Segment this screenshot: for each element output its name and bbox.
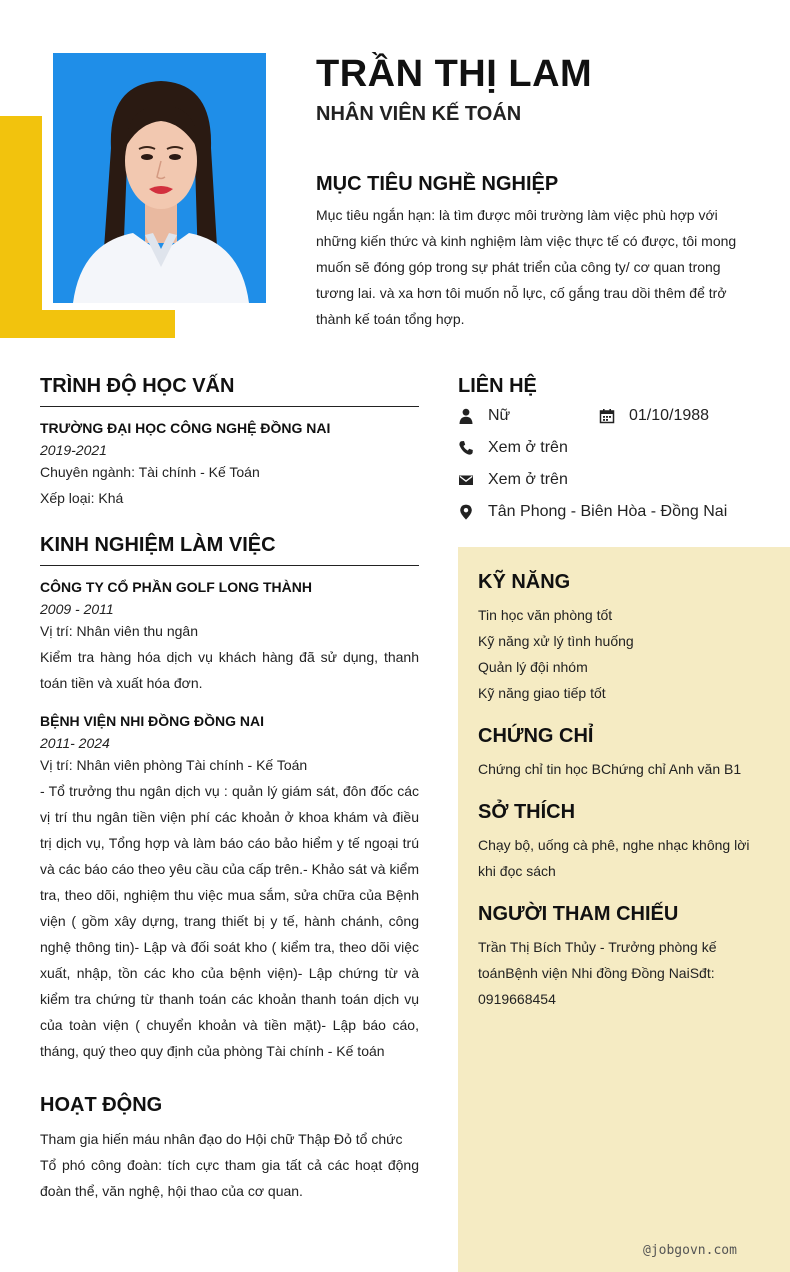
references-text: Trần Thị Bích Thủy - Trưởng phòng kế toánBệnh viện Nhi đồng Đồng NaiSđt: 0919668454 [478,939,717,1007]
phone-icon [458,440,474,456]
activities-heading: HOẠT ĐỘNG [40,1094,163,1116]
education-heading: TRÌNH ĐỘ HỌC VẤN [40,375,419,407]
objective-heading: MỤC TIÊU NGHỀ NGHIỆP [316,173,559,195]
experience-period: 2009 - 2011 [40,601,114,617]
skill-item: Quản lý đội nhóm [478,659,588,675]
education-grade: Xếp loại: Khá [40,490,124,506]
experience-item [40,713,419,1064]
education-section [40,375,419,511]
objective-text: Mục tiêu ngắn hạn: là tìm được môi trường làm việc phù hợp với những kiến thức và kinh nghiệm làm việc thực tế có được, tôi mong muốn sẽ đóng góp trong sự phát triển của công ty/ cơ quan trong tương lai. và xa hơn tôi muốn nỗ lực, cố gắng trau dồi thêm để trở thành kế toán tổng hợp. [316,207,737,327]
experience-position: Vị trí: Nhân viên phòng Tài chính - Kế Toán [40,757,308,773]
candidate-name: TRẦN THỊ LAM [316,53,593,95]
contact-address-value: Tân Phong - Biên Hòa - Đồng Nai [488,503,728,520]
experience-description: - Tổ trưởng thu ngân dịch vụ : quản lý giám sát, đôn đốc các vị trí thu ngân tiền viện phí các khoản ở khoa khám và điều trị dịch vụ, Tổng hợp và làm báo cáo bảo hiểm y tế ngoại trú và các báo cáo theo yêu cầu của cấp trên.- Khảo sát và kiểm tra, theo dõi, nghiệm thu việc mua sắm, sửa chữa của Bệnh viện ( gồm xây dựng, trang thiết bị y tế, hành chánh, công nghệ thông tin)- Lập và đối soát kho ( kiểm tra, theo dõi việc xuất, nhập, tồn các kho của bệnh viện)- Lập chứng từ và kiểm tra chứng từ thanh toán các khoản thanh toán dịch vụ của toàn viện ( chuyển khoản và tiền mặt)- Lập báo cáo, tháng, quý theo quy định của phòng Tài chính - Kế toán [40,783,419,1059]
activities-section [40,1094,419,1204]
contact-gender [458,405,510,427]
contact-phone [458,437,568,459]
experience-position: Vị trí: Nhân viên thu ngân [40,623,198,639]
skills-heading: KỸ NĂNG [478,571,571,593]
references-heading: NGƯỜI THAM CHIẾU [478,903,679,925]
certificates-heading: CHỨNG CHỈ [478,725,594,747]
accent-bar-vertical [0,116,42,338]
skill-item: Kỹ năng giao tiếp tốt [478,685,606,701]
education-school: TRƯỜNG ĐẠI HỌC CÔNG NGHỆ ĐỒNG NAI [40,420,331,436]
experience-heading: KINH NGHIỆM LÀM VIỆC [40,534,419,566]
contact-email [458,469,568,491]
education-major: Chuyên ngành: Tài chính - Kế Toán [40,464,260,480]
envelope-icon [458,472,474,488]
experience-description: Kiểm tra hàng hóa dịch vụ khách hàng đã sử dụng, thanh toán tiền và xuất hóa đơn. [40,649,419,691]
person-icon [458,408,474,424]
hobbies-text: Chạy bộ, uống cà phê, nghe nhạc không lời khi đọc sách [478,837,750,879]
experience-company: BỆNH VIỆN NHI ĐỒNG ĐỒNG NAI [40,713,265,729]
experience-section [40,534,419,1064]
skills-list [478,602,758,706]
education-period: 2019-2021 [40,442,107,458]
contact-birthday-value: 01/10/1988 [629,407,710,424]
activity-item: Tổ phó công đoàn: tích cực tham gia tất cả các hoạt động đoàn thể, văn nghệ, hội thao của cơ quan. [40,1157,419,1199]
watermark: @jobgovn.com [643,1243,737,1258]
certificates-text: Chứng chỉ tin học BChứng chỉ Anh văn B1 [478,761,742,777]
activity-item: Tham gia hiến máu nhân đạo do Hội chữ Thập Đỏ tổ chức [40,1131,403,1147]
contact-birthday [599,405,709,427]
experience-period: 2011- 2024 [40,735,110,751]
location-pin-icon [458,504,474,520]
hobbies-heading: SỞ THÍCH [478,801,576,823]
accent-bar-horizontal [0,310,175,338]
experience-item [40,579,419,696]
contact-email-value: Xem ở trên [488,471,568,488]
job-title: NHÂN VIÊN KẾ TOÁN [316,103,522,125]
calendar-icon [599,408,615,424]
contact-phone-value: Xem ở trên [488,439,568,456]
contact-heading: LIÊN HỆ [458,375,537,397]
experience-company: CÔNG TY CỔ PHẦN GOLF LONG THÀNH [40,579,312,595]
profile-photo [53,53,266,303]
skill-item: Tin học văn phòng tốt [478,607,613,623]
contact-gender-value: Nữ [488,407,511,424]
contact-address [458,501,727,523]
skill-item: Kỹ năng xử lý tình huống [478,633,634,649]
